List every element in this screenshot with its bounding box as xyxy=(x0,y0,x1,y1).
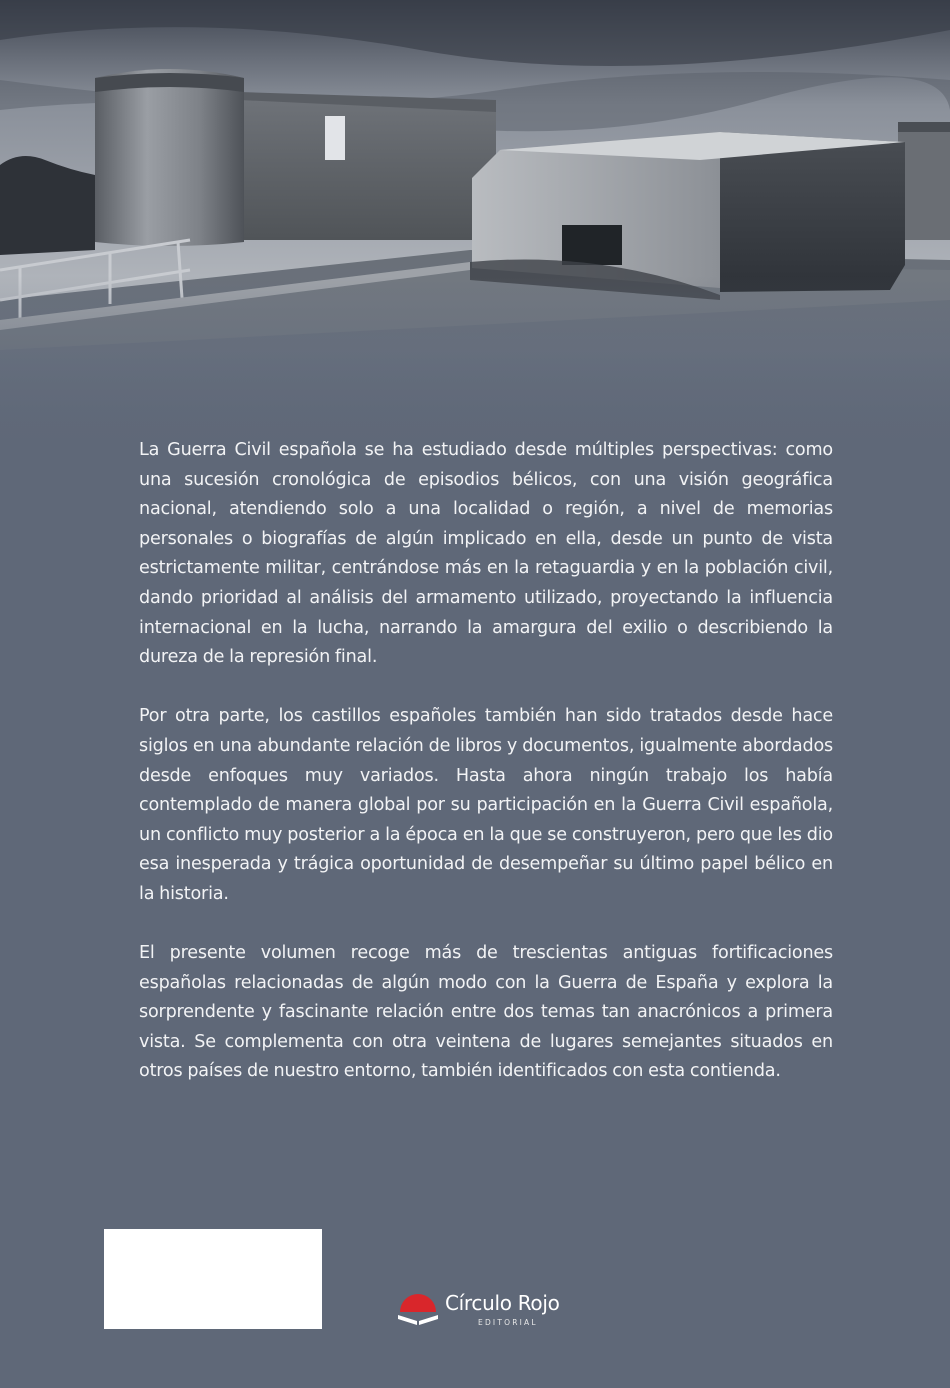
publisher-logo-block xyxy=(396,1290,596,1334)
back-cover-blurb xyxy=(139,436,833,1117)
blurb-paragraph-1: La Guerra Civil española se ha estudiado desde múltiples perspectivas: como una sucesión cronológica de episodios bélicos, con una visión geográfica nacional, atendiendo solo a una localidad o región, a nivel de memorias personales o biografías de algún implicado en ella, desde un punto de vista estrictamente militar, centrándose más en la retaguardia y en la población civil, dando prioridad al análisis del armamento utilizado, proyectando la influencia internacional en la lucha, narrando la amargura del exilio o describiendo la dureza de la represión final. xyxy=(139,440,833,668)
blurb-paragraph-3: El presente volumen recoge más de trescientas antiguas fortificaciones españolas relacionadas de algún modo con la Guerra de España y explora la sorprendente y fascinante relación entre dos temas tan anacrónicos a primera vista. Se complementa con otra veintena de lugares semejantes situados en otros países de nuestro entorno, también identificados con esta contienda. xyxy=(139,943,833,1082)
publisher-name: Círculo Rojo xyxy=(445,1291,560,1315)
blurb-paragraph-2: Por otra parte, los castillos españoles también han sido tratados desde hace siglos en una abundante relación de libros y documentos, igualmente abordados desde enfoques muy variados. Hasta ahora ningún trabajo los había contemplado de manera global por su participación en la Guerra Civil española, un conflicto muy posterior a la época en la que se construyeron, pero que les dio esa inesperada y trágica oportunidad de desempeñar su último papel bélico en la historia. xyxy=(139,706,833,904)
castle-and-bunker-photo xyxy=(0,0,950,460)
barcode-placeholder xyxy=(104,1229,322,1329)
publisher-subtitle: EDITORIAL xyxy=(478,1318,538,1327)
circulo-rojo-logo-icon xyxy=(396,1290,440,1330)
